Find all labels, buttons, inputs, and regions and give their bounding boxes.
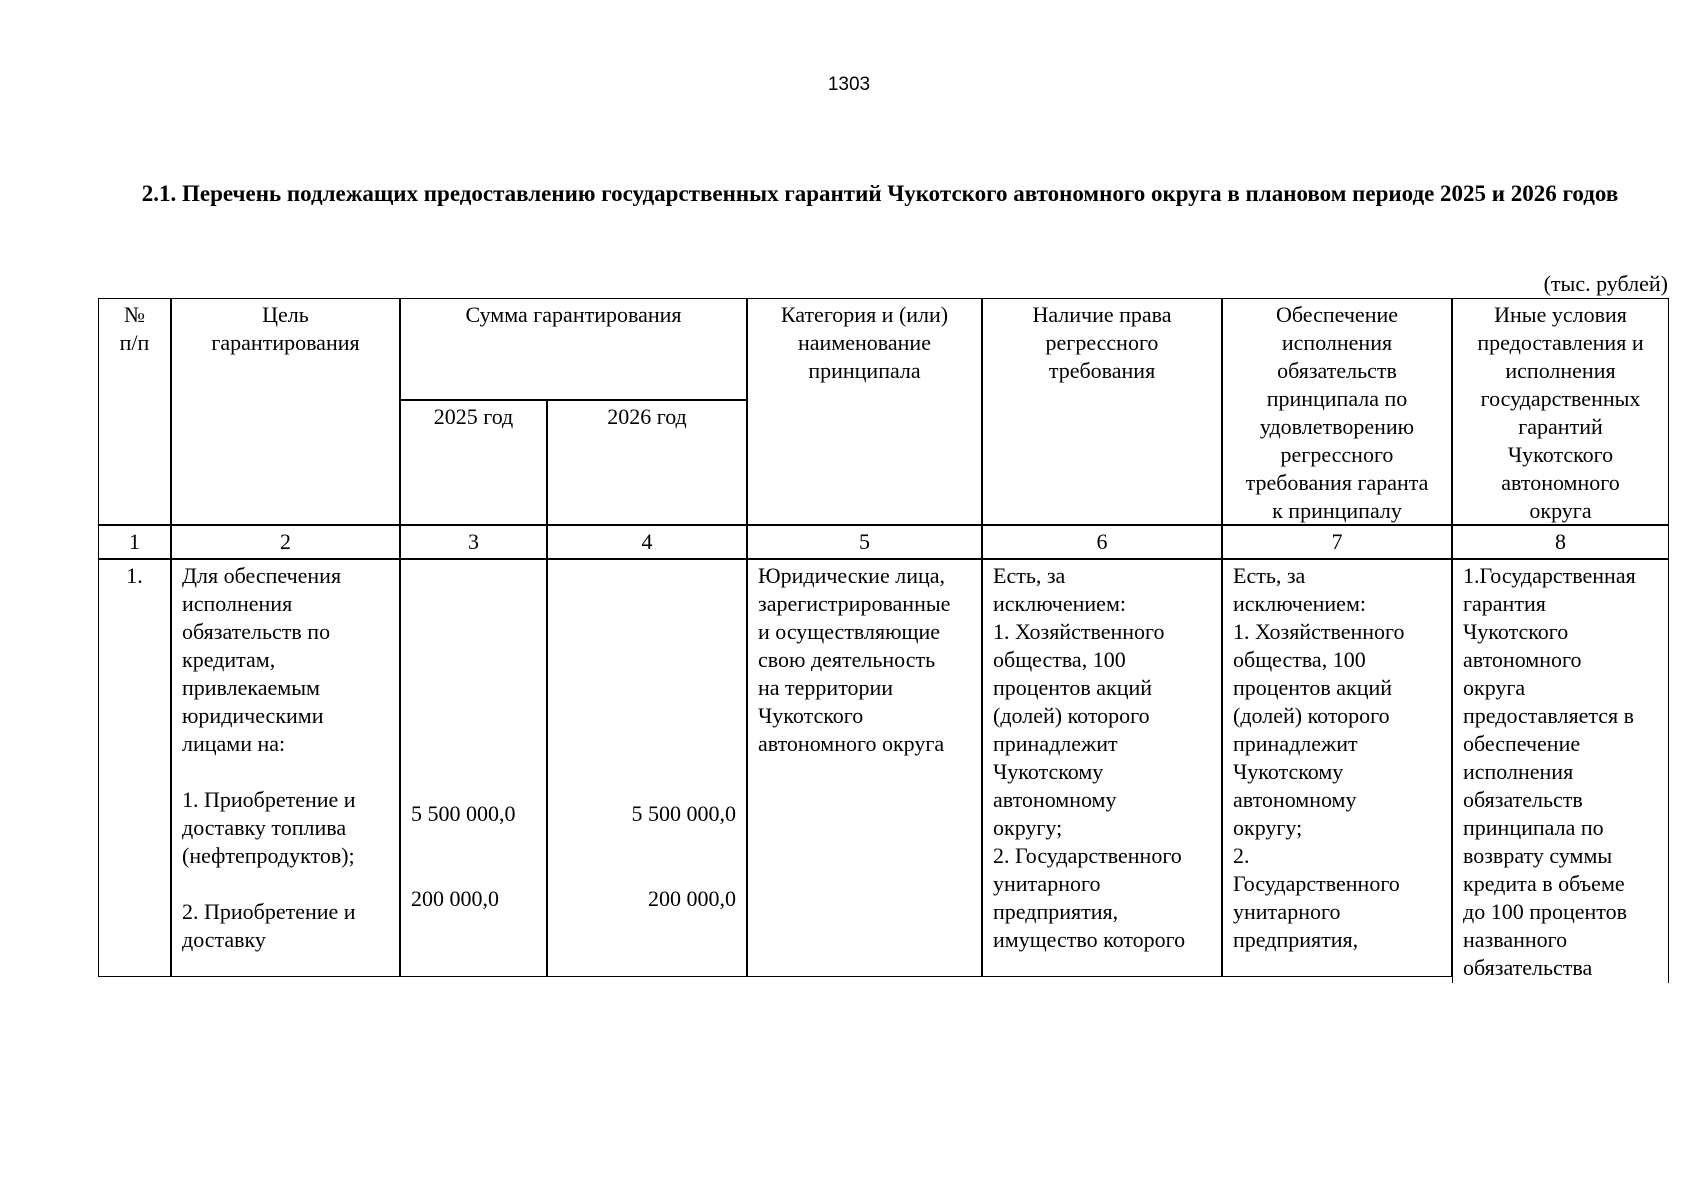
colnum-7: 7 xyxy=(1222,525,1452,559)
colnum-8: 8 xyxy=(1452,525,1669,559)
row-other-conditions: 1.Государственная гарантия Чукотского автономного округа предоставляется в обеспечение исполнения обязательств принципала по возврату суммы кредита в объеме до 100 процентов названного обязательства xyxy=(1452,559,1669,983)
row-purpose: Для обеспечения исполнения обязательств по кредитам, привлекаемым юридическими лицами на: 1. Приобретение и доставку топлива (нефтепродуктов); 2. Приобретение и доставку xyxy=(171,559,400,977)
header-2026: 2026 год xyxy=(547,400,747,525)
row-number: 1. xyxy=(98,559,171,977)
colnum-3: 3 xyxy=(400,525,547,559)
header-other-conditions: Иные условия предоставления и исполнения государственных гарантий Чукотского автономного округа xyxy=(1452,298,1669,525)
row-regress-right: Есть, за исключением: 1. Хозяйственного общества, 100 процентов акций (долей) которого принадлежит Чукотскому автономному округу; 2. Государственного унитарного предприятия, имущество которого xyxy=(982,559,1222,977)
colnum-6: 6 xyxy=(982,525,1222,559)
row-amount-2026-cell xyxy=(547,559,747,977)
header-amount: Сумма гарантирования xyxy=(400,298,747,400)
colnum-4: 4 xyxy=(547,525,747,559)
colnum-2: 2 xyxy=(171,525,400,559)
header-2025: 2025 год xyxy=(400,400,547,525)
amount-2026-fuel: 5 500 000,0 xyxy=(631,801,736,826)
amount-2026-second: 200 000,0 xyxy=(648,886,736,911)
page-number: 1303 xyxy=(827,74,871,95)
header-number: № п/п xyxy=(98,298,171,525)
colnum-5: 5 xyxy=(747,525,982,559)
row-security: Есть, за исключением: 1. Хозяйственного общества, 100 процентов акций (долей) которого принадлежит Чукотскому автономному округу; 2. Государственного унитарного предприятия, xyxy=(1222,559,1452,977)
amount-2025-fuel: 5 500 000,0 xyxy=(411,801,516,826)
header-purpose: Цель гарантирования xyxy=(171,298,400,525)
header-principal-category: Категория и (или) наименование принципала xyxy=(747,298,982,525)
units-label: (тыс. рублей) xyxy=(1543,271,1668,296)
amount-2025-second: 200 000,0 xyxy=(411,886,499,911)
header-regress-right: Наличие права регрессного требования xyxy=(982,298,1222,525)
row-principal-category: Юридические лица, зарегистрированные и осуществляющие свою деятельность на территории Чукотского автономного округа xyxy=(747,559,982,977)
header-security: Обеспечение исполнения обязательств принципала по удовлетворению регрессного требования гаранта к принципалу xyxy=(1222,298,1452,525)
row-amount-2025-cell xyxy=(400,559,547,977)
colnum-1: 1 xyxy=(98,525,171,559)
document-title: 2.1. Перечень подлежащих предоставлению государственных гарантий Чукотского автономного округа в плановом периоде 2025 и 2026 годов xyxy=(141,181,1619,206)
